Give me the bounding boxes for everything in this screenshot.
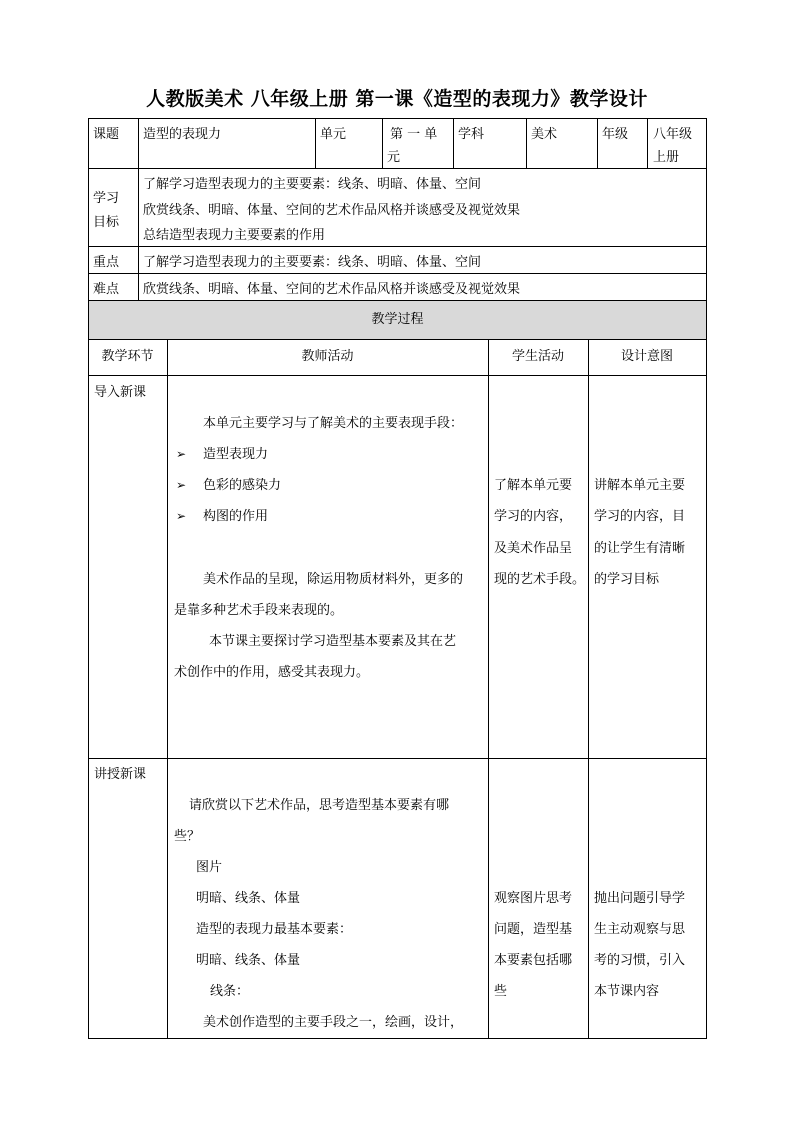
label-goals-line1: 学习 bbox=[93, 191, 120, 206]
label-key-point: 重点 bbox=[93, 255, 120, 270]
arrow-bullet-icon: ➢ bbox=[176, 509, 187, 523]
student-activity-line: 学习的内容， bbox=[494, 509, 573, 524]
info-table-border-top bbox=[88, 118, 706, 119]
process-heading: 教学过程 bbox=[371, 312, 424, 327]
unit-value-line1: 第 一 单 bbox=[390, 127, 438, 142]
bullet-item: 色彩的感染力 bbox=[203, 478, 282, 493]
info-table-border-left bbox=[88, 118, 89, 301]
teacher-paragraph: 美术作品的呈现，除运用物质材料外，更多的 bbox=[203, 572, 464, 587]
student-activity-line: 现的艺术手段。 bbox=[494, 572, 586, 587]
student-activity-line: 观察图片思考 bbox=[494, 891, 573, 906]
bullet-item: 构图的作用 bbox=[203, 509, 269, 524]
teacher-line: 线条： bbox=[210, 984, 250, 999]
page-title: 人教版美术 八年级上册 第一课《造型的表现力》教学设计 bbox=[146, 88, 648, 110]
design-intent-line: 抛出问题引导学 bbox=[594, 891, 686, 906]
student-activity-line: 本要素包括哪 bbox=[494, 953, 573, 968]
process-table-border-bottom bbox=[88, 1038, 706, 1039]
process-table-border-right bbox=[706, 300, 707, 1039]
stage-label: 导入新课 bbox=[94, 385, 147, 400]
teacher-paragraph: 是靠多种艺术手段来表现的。 bbox=[174, 603, 344, 618]
design-intent-line: 本节课内容 bbox=[594, 984, 660, 999]
bullet-item: 造型表现力 bbox=[203, 447, 269, 462]
process-table-row-divider bbox=[88, 758, 706, 759]
process-table-row-divider bbox=[88, 339, 706, 340]
process-table-border-left bbox=[88, 300, 89, 1039]
process-table-col-divider bbox=[488, 339, 489, 1039]
teacher-line: 明暗、线条、体量 bbox=[196, 953, 301, 968]
teacher-paragraph: 本节课主要探讨学习造型基本要素及其在艺 bbox=[209, 634, 457, 649]
design-intent-line: 的让学生有清晰 bbox=[594, 541, 686, 556]
key-point-value: 了解学习造型表现力的主要要素：线条、明暗、体量、空间 bbox=[143, 255, 482, 270]
info-table-col-divider bbox=[597, 118, 598, 169]
stage-label: 讲授新课 bbox=[94, 767, 147, 782]
info-table-col-divider bbox=[138, 118, 139, 301]
design-intent-line: 的学习目标 bbox=[594, 572, 660, 587]
info-table-col-divider bbox=[382, 118, 383, 169]
process-table-col-divider bbox=[167, 339, 168, 1039]
grade-value-line2: 上册 bbox=[653, 150, 680, 165]
label-goals-line2: 目标 bbox=[93, 215, 120, 230]
info-table-col-divider bbox=[526, 118, 527, 169]
label-difficult-point: 难点 bbox=[93, 282, 120, 297]
design-intent-line: 讲解本单元主要 bbox=[594, 478, 686, 493]
column-header-teacher: 教师活动 bbox=[301, 349, 354, 364]
design-intent-line: 生主动观察与思 bbox=[594, 922, 686, 937]
unit-value-line2: 元 bbox=[387, 150, 401, 165]
goal-item: 了解学习造型表现力的主要要素：线条、明暗、体量、空间 bbox=[143, 177, 482, 192]
student-activity-line: 了解本单元要 bbox=[494, 478, 573, 493]
label-subject: 学科 bbox=[458, 127, 485, 142]
teacher-paragraph: 术创作中的作用，感受其表现力。 bbox=[174, 665, 370, 680]
design-intent-line: 考的习惯，引入 bbox=[594, 953, 686, 968]
student-activity-line: 及美术作品呈 bbox=[494, 541, 573, 556]
goal-item: 欣赏线条、明暗、体量、空间的艺术作品风格并谈感受及视觉效果 bbox=[143, 203, 521, 218]
process-table-row-divider bbox=[88, 375, 706, 376]
arrow-bullet-icon: ➢ bbox=[176, 447, 187, 461]
info-table-row-divider bbox=[88, 168, 706, 169]
arrow-bullet-icon: ➢ bbox=[176, 478, 187, 492]
column-header-intent: 设计意图 bbox=[620, 349, 673, 364]
teacher-line: 美术创作造型的主要手段之一，绘画，设计， bbox=[203, 1015, 464, 1030]
student-activity-line: 问题，造型基 bbox=[494, 922, 573, 937]
design-intent-line: 学习的内容，目 bbox=[594, 509, 686, 524]
teacher-intro: 本单元主要学习与了解美术的主要表现手段： bbox=[203, 416, 464, 431]
goal-item: 总结造型表现力主要要素的作用 bbox=[143, 228, 326, 243]
teacher-line: 造型的表现力最基本要素： bbox=[196, 922, 353, 937]
column-header-stage: 教学环节 bbox=[101, 349, 154, 364]
subject-value: 美术 bbox=[531, 127, 558, 142]
teacher-line: 些？ bbox=[174, 829, 201, 844]
student-activity-line: 些 bbox=[494, 984, 508, 999]
teacher-line: 明暗、线条、体量 bbox=[196, 891, 301, 906]
label-unit: 单元 bbox=[320, 127, 347, 142]
process-table-col-divider bbox=[588, 339, 589, 1039]
label-grade: 年级 bbox=[602, 127, 629, 142]
info-table-col-divider bbox=[453, 118, 454, 169]
info-table-col-divider bbox=[315, 118, 316, 169]
info-table-border-right bbox=[706, 118, 707, 301]
info-table-row-divider bbox=[88, 273, 706, 274]
topic-value: 造型的表现力 bbox=[143, 127, 222, 142]
label-topic: 课题 bbox=[93, 127, 120, 142]
grade-value-line1: 八年级 bbox=[653, 127, 693, 142]
teacher-line: 图片 bbox=[196, 860, 223, 875]
difficult-point-value: 欣赏线条、明暗、体量、空间的艺术作品风格并谈感受及视觉效果 bbox=[143, 282, 521, 297]
info-table-row-divider bbox=[88, 246, 706, 247]
info-table-col-divider bbox=[647, 118, 648, 169]
teacher-line: 请欣赏以下艺术作品，思考造型基本要素有哪 bbox=[189, 798, 450, 813]
column-header-student: 学生活动 bbox=[511, 349, 564, 364]
